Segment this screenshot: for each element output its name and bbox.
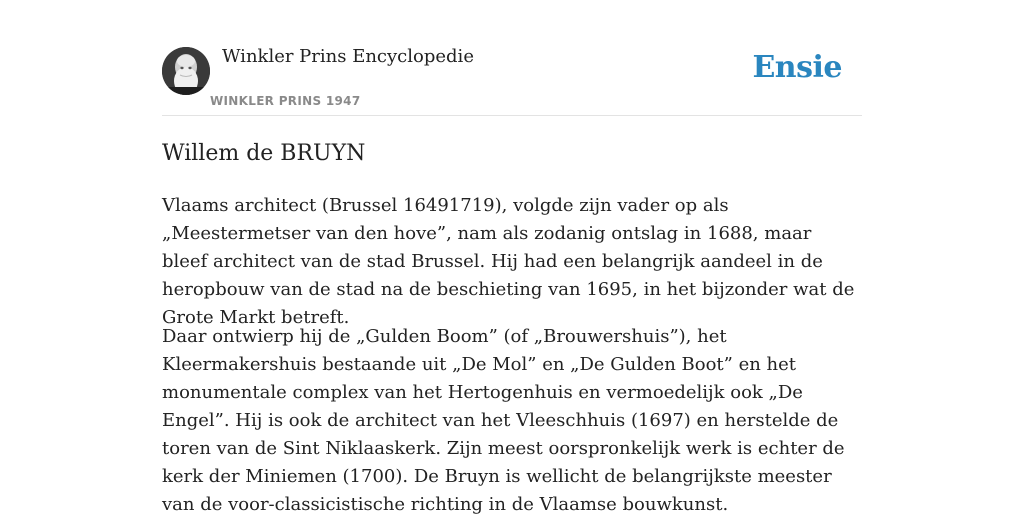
article-paragraph-1: Vlaams architect (Brussel 16491719), volgde zijn vader op als „Meestermetser van den hove”, nam als zodanig ontslag in 1688, maar bleef architect van de stad Brussel. Hij had een belangrijk aandeel in de heropbouw van de stad na de beschieting van 1695, in het bijzonder wat de Grote Markt betreft. <box>162 195 855 328</box>
source-header <box>162 0 862 116</box>
article-paragraph-2: Daar ontwierp hij de „Gulden Boom” (of „Brouwershuis”), het Kleermakershuis bestaande uit „De Mol” en „De Gulden Boot” en het monumentale complex van het Hertogenhuis en vermoedelijk ook „De Engel”. Hij is ook de architect van het Vleeschhuis (1697) en herstelde de toren van de Sint Niklaaskerk. Zijn meest oorspronkelijk werk is echter de kerk der Miniemen (1700). De Bruyn is wellicht de belangrijkste meester van de voor-classicistische richting in de Vlaamse bouwkunst. <box>162 326 845 515</box>
source-subtitle[interactable]: WINKLER PRINS 1947 <box>210 94 361 108</box>
article-title: Willem de BRUYN <box>162 141 366 166</box>
ensie-logo[interactable]: Ensie <box>752 50 842 85</box>
article-card <box>162 0 862 515</box>
portrait-image <box>162 47 210 95</box>
source-avatar[interactable] <box>162 47 210 95</box>
source-title[interactable]: Winkler Prins Encyclopedie <box>222 46 474 67</box>
